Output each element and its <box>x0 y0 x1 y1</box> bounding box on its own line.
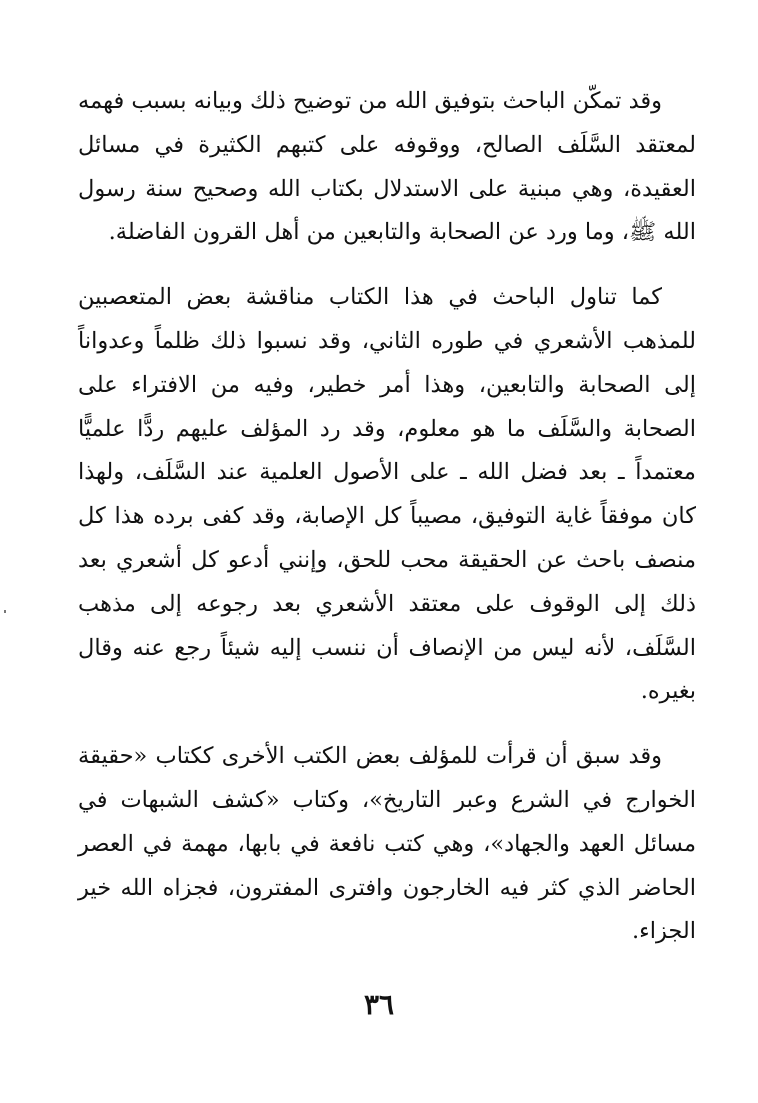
body-text <box>78 80 696 975</box>
page-number: ٣٦ <box>363 988 395 1021</box>
paragraph-3: وقد سبق أن قرأت للمؤلف بعض الكتب الأخرى ككتاب «حقيقة الخوارج في الشرع وعبر التاريخ»، وكتاب «كشف الشبهات في مسائل العهد والجهاد»، وهي كتب نافعة في بابها، مهمة في العصر الحاضر الذي كثر فيه الخارجون وافترى المفترون، فجزاه الله خير الجزاء. <box>78 743 696 945</box>
paragraph-1: وقد تمكّن الباحث بتوفيق الله من توضيح ذلك وبيانه بسبب فهمه لمعتقد السَّلَف الصالح، ووقوفه على كتبهم الكثيرة في مسائل العقيدة، وهي مبنية على الاستدلال بكتاب الله وصحيح سنة رسول الله ﷺ، وما ورد عن الصحابة والتابعين من أهل القرون الفاضلة. <box>78 88 696 246</box>
paragraph-2: كما تناول الباحث في هذا الكتاب مناقشة بعض المتعصبين للمذهب الأشعري في طوره الثاني، وقد نسبوا ذلك ظلماً وعدواناً إلى الصحابة والتابعين، وهذا أمر خطير، وفيه من الافتراء على الصحابة والسَّلَف ما هو معلوم، وقد رد المؤلف عليهم ردًّا علميًّا معتمداً ـ بعد فضل الله ـ على الأصول العلمية عند السَّلَف، ولهذا كان موفقاً غاية التوفيق، مصيباً كل الإصابة، وقد كفى برده هذا كل منصف باحث عن الحقيقة محب للحق، وإنني أدعو كل أشعري بعد ذلك إلى الوقوف على معتقد الأشعري بعد رجوعه إلى مذهب السَّلَف، لأنه ليس من الإنصاف أن ننسب إليه شيئاً رجع عنه وقال بغيره. <box>78 284 696 705</box>
scan-edge-mark <box>4 610 6 613</box>
